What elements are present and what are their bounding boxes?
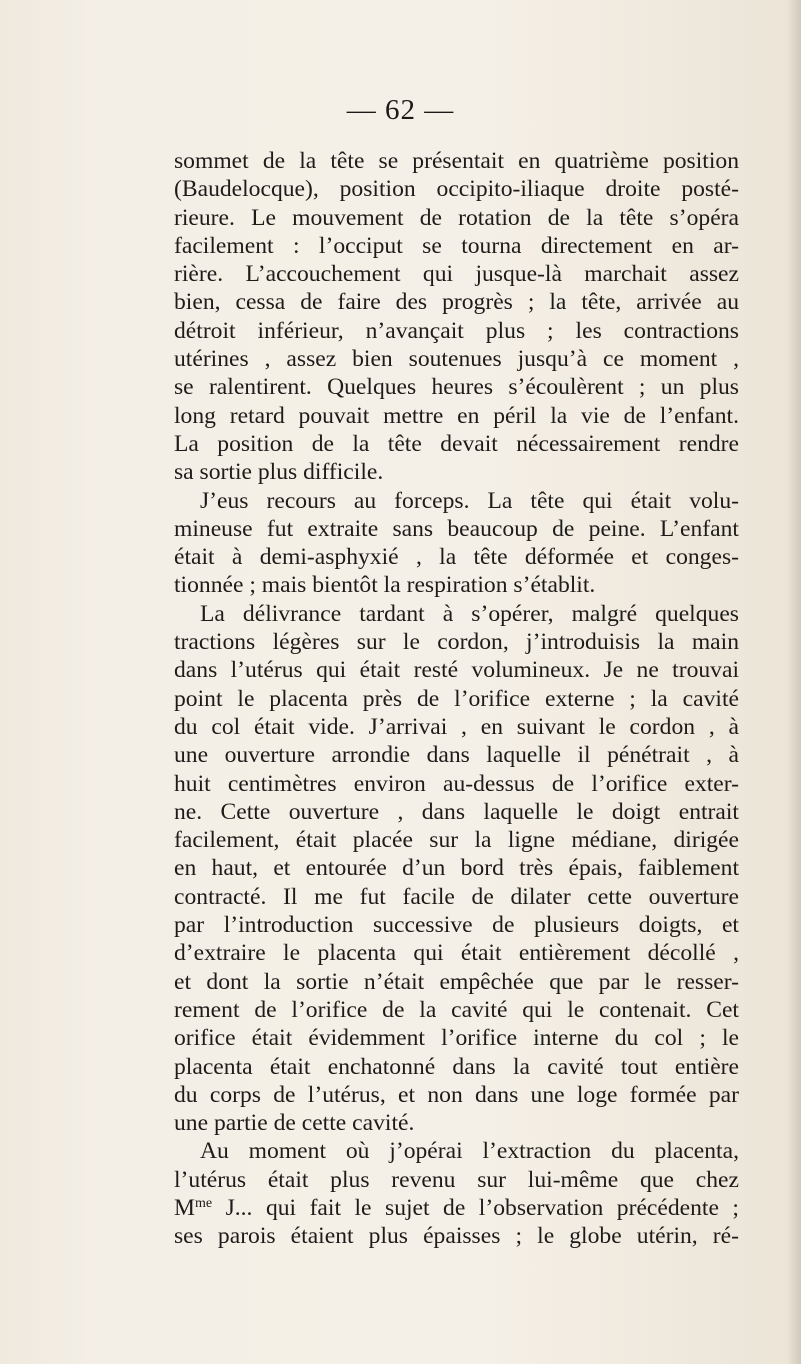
text-line: du corps de l’utérus, et non dans une loge formée par — [174, 1081, 739, 1108]
text-line: contracté. Il me fut facile de dilater cette ouverture — [174, 883, 739, 910]
text-line: facilement : l’occiput se tourna directement en ar- — [174, 232, 739, 259]
text-line: en haut, et entourée d’un bord très épais, faiblement — [174, 855, 739, 882]
text-line: La position de la tête devait nécessairement rendre — [174, 430, 739, 457]
text-line: par l’introduction successive de plusieurs doigts, et — [174, 912, 739, 939]
text-line: l’utérus était plus revenu sur lui-même que chez — [174, 1166, 739, 1193]
text-line: tractions légères sur le cordon, j’introduisis la main — [174, 629, 739, 656]
text-line: rieure. Le mouvement de rotation de la tête s’opéra — [174, 204, 739, 231]
abbreviation-superscript: me — [194, 1195, 213, 1211]
text-line: (Baudelocque), position occipito-iliaque droite posté- — [174, 176, 739, 203]
text-line: orifice était évidemment l’orifice interne du col ; le — [174, 1025, 739, 1052]
text-line: dans l’utérus qui était resté volumineux. Je ne trouvai — [174, 657, 739, 684]
text-line: se ralentirent. Quelques heures s’écoulèrent ; un plus — [174, 374, 739, 401]
abbreviation-letter: M — [174, 1194, 195, 1221]
body-text — [174, 147, 739, 1251]
text-line: Au moment où j’opérai l’extraction du placenta, — [200, 1138, 739, 1165]
abbreviation-madame — [174, 1195, 212, 1221]
text-line: sa sortie plus difficile. — [174, 459, 384, 486]
text-line: sommet de la tête se présentait en quatrième position — [174, 148, 739, 174]
text-line: facilement, était placée sur la ligne médiane, dirigée — [174, 827, 739, 854]
text-line: point le placenta près de l’orifice externe ; la cavité — [174, 685, 739, 712]
text-line: ses parois étaient plus épaisses ; le globe utérin, ré- — [174, 1223, 739, 1250]
page-edge-shadow — [787, 0, 801, 1364]
page-number: — 62 — — [346, 94, 455, 126]
text-line: J’eus recours au forceps. La tête qui était volu- — [200, 487, 739, 514]
text-line: La délivrance tardant à s’opérer, malgré quelques — [200, 600, 739, 627]
text-line: placenta était enchatonné dans la cavité tout entière — [174, 1053, 739, 1080]
text-line: détroit inférieur, n’avançait plus ; les contractions — [174, 317, 739, 344]
text-line: utérines , assez bien soutenues jusqu’à ce moment , — [174, 346, 739, 373]
text-line: mineuse fut extraite sans beaucoup de peine. L’enfant — [174, 515, 739, 542]
text-line: était à demi-asphyxié , la tête déformée et conges- — [174, 544, 739, 571]
text-line: d’extraire le placenta qui était entièrement décollé , — [174, 940, 739, 967]
text-line: du col était vide. J’arrivai , en suivant le cordon , à — [174, 713, 739, 740]
text-line: bien, cessa de faire des progrès ; la tête, arrivée au — [174, 289, 739, 316]
text-line: rement de l’orifice de la cavité qui le contenait. Cet — [174, 996, 739, 1023]
text-line: huit centimètres environ au-dessus de l’orifice exter- — [174, 770, 739, 797]
text-line: rière. L’accouchement qui jusque-là marchait assez — [174, 261, 739, 288]
text-line: et dont la sortie n’était empêchée que par le resser- — [174, 968, 739, 995]
text-line-with-abbreviation — [174, 1194, 739, 1222]
text-line: une ouverture arrondie dans laquelle il pénétrait , à — [174, 742, 739, 769]
text-line: tionnée ; mais bientôt la respiration s’établit. — [174, 572, 596, 599]
text-line: une partie de cette cavité. — [174, 1110, 415, 1137]
text-line: long retard pouvait mettre en péril la vie de l’enfant. — [174, 402, 739, 429]
text-line-rest: J... qui fait le sujet de l’observation précédente ; — [212, 1194, 739, 1221]
text-line: ne. Cette ouverture , dans laquelle le doigt entrait — [174, 798, 739, 825]
